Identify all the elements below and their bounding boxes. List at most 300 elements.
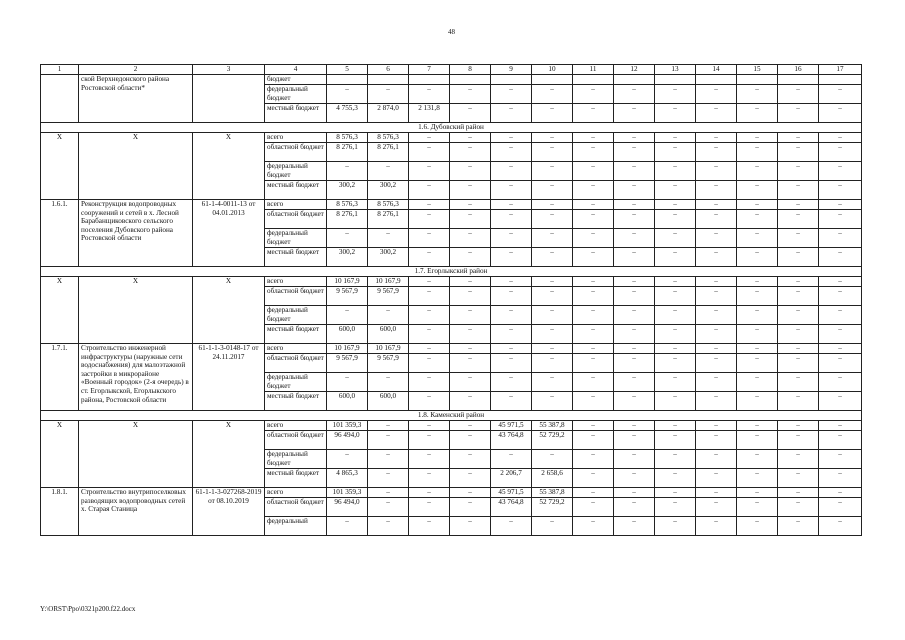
value-cell: – (655, 210, 696, 229)
value-cell: – (491, 325, 532, 344)
value-cell: – (450, 392, 491, 411)
value-cell: – (819, 200, 862, 210)
value-cell: – (409, 469, 450, 488)
value-cell: 8 276,1 (368, 210, 409, 229)
value-cell: – (573, 498, 614, 517)
value-cell (327, 75, 368, 85)
value-cell: – (778, 277, 819, 287)
file-path: Y:\ORST\Ppo\0321p200.f22.docx (40, 605, 136, 613)
value-cell: – (573, 229, 614, 248)
value-cell: – (696, 162, 737, 181)
value-cell: 4 865,3 (327, 469, 368, 488)
value-cell (696, 75, 737, 85)
value-cell: 600,0 (368, 325, 409, 344)
item-number: 1.7.1. (41, 344, 79, 411)
value-cell: – (409, 162, 450, 181)
value-cell: – (696, 306, 737, 325)
value-cell: – (491, 450, 532, 469)
funding-source: всего (265, 133, 327, 143)
value-cell: – (409, 143, 450, 162)
value-cell: – (696, 469, 737, 488)
value-cell: – (614, 306, 655, 325)
value-cell: – (450, 498, 491, 517)
column-header: 5 (327, 65, 368, 75)
value-cell: – (368, 85, 409, 104)
value-cell: – (614, 248, 655, 267)
funding-source: областной бюджет (265, 210, 327, 229)
value-cell: – (450, 421, 491, 431)
column-header: 2 (79, 65, 193, 75)
funding-source: областной бюджет (265, 354, 327, 373)
value-cell: – (614, 162, 655, 181)
value-cell: – (655, 325, 696, 344)
funding-source: местный бюджет (265, 392, 327, 411)
value-cell: – (450, 469, 491, 488)
value-cell: 9 567,9 (368, 287, 409, 306)
value-cell: – (532, 277, 573, 287)
value-cell: – (655, 373, 696, 392)
value-cell: – (491, 277, 532, 287)
value-cell: – (737, 306, 778, 325)
value-cell: – (655, 431, 696, 450)
value-cell: – (409, 200, 450, 210)
value-cell (573, 75, 614, 85)
value-cell: – (450, 85, 491, 104)
value-cell: – (778, 133, 819, 143)
value-cell: – (778, 498, 819, 517)
value-cell: – (778, 143, 819, 162)
value-cell: – (409, 431, 450, 450)
value-cell: – (819, 354, 862, 373)
value-cell (614, 75, 655, 85)
value-cell: – (491, 392, 532, 411)
value-cell: – (778, 162, 819, 181)
value-cell: – (778, 104, 819, 123)
value-cell: – (573, 143, 614, 162)
value-cell: – (737, 229, 778, 248)
value-cell: – (614, 277, 655, 287)
value-cell: – (491, 85, 532, 104)
value-cell: 2 658,6 (532, 469, 573, 488)
value-cell: – (409, 421, 450, 431)
value-cell: – (409, 229, 450, 248)
value-cell: – (655, 306, 696, 325)
value-cell: – (409, 354, 450, 373)
value-cell: – (327, 162, 368, 181)
value-cell: – (696, 85, 737, 104)
value-cell: – (368, 450, 409, 469)
value-cell: – (655, 277, 696, 287)
funding-source: местный бюджет (265, 248, 327, 267)
value-cell: – (614, 469, 655, 488)
funding-source: областной бюджет (265, 143, 327, 162)
value-cell: – (737, 517, 778, 536)
header-row (41, 65, 862, 75)
value-cell: – (819, 85, 862, 104)
value-cell: – (778, 421, 819, 431)
value-cell: – (368, 498, 409, 517)
column-header: 3 (193, 65, 265, 75)
funding-source: местный бюджет (265, 181, 327, 200)
value-cell: – (696, 200, 737, 210)
value-cell: – (614, 344, 655, 354)
value-cell: – (368, 162, 409, 181)
value-cell: – (450, 229, 491, 248)
value-cell: – (696, 517, 737, 536)
value-cell: – (368, 517, 409, 536)
value-cell: 43 764,8 (491, 498, 532, 517)
value-cell: – (327, 229, 368, 248)
funding-source: всего (265, 344, 327, 354)
funding-source: областной бюджет (265, 498, 327, 517)
value-cell: 96 494,0 (327, 498, 368, 517)
table-row (41, 277, 862, 287)
value-cell: – (491, 143, 532, 162)
value-cell: – (573, 344, 614, 354)
item-name: ской Верхнедонского района Ростовской области* (79, 75, 193, 123)
value-cell: – (491, 287, 532, 306)
value-cell: 4 755,3 (327, 104, 368, 123)
value-cell: – (409, 248, 450, 267)
value-cell: – (409, 392, 450, 411)
section-title: 1.7. Егорлыкский район (41, 267, 862, 277)
item-code: 61-1-1-3-0148-17 от 24.11.2017 (193, 344, 265, 411)
value-cell: – (819, 392, 862, 411)
value-cell: 600,0 (327, 392, 368, 411)
value-cell: – (737, 373, 778, 392)
value-cell: 8 576,3 (327, 200, 368, 210)
item-name: Х (79, 277, 193, 344)
value-cell: – (737, 104, 778, 123)
value-cell: – (409, 517, 450, 536)
value-cell: 2 206,7 (491, 469, 532, 488)
value-cell: – (614, 354, 655, 373)
value-cell: – (573, 306, 614, 325)
value-cell: – (737, 133, 778, 143)
value-cell: – (491, 248, 532, 267)
value-cell: 9 567,9 (327, 287, 368, 306)
value-cell: – (573, 133, 614, 143)
value-cell: – (737, 469, 778, 488)
value-cell (737, 75, 778, 85)
value-cell: – (655, 488, 696, 498)
value-cell: – (614, 210, 655, 229)
value-cell: – (409, 287, 450, 306)
value-cell: – (573, 181, 614, 200)
value-cell: – (327, 450, 368, 469)
value-cell: – (532, 306, 573, 325)
value-cell: – (819, 306, 862, 325)
value-cell: – (532, 85, 573, 104)
value-cell: – (819, 143, 862, 162)
value-cell: 43 764,8 (491, 431, 532, 450)
value-cell: – (655, 450, 696, 469)
value-cell: – (409, 85, 450, 104)
value-cell: – (573, 373, 614, 392)
value-cell: – (532, 373, 573, 392)
value-cell: – (532, 181, 573, 200)
value-cell: 8 276,1 (368, 143, 409, 162)
value-cell (819, 75, 862, 85)
value-cell: – (614, 498, 655, 517)
value-cell: 45 971,5 (491, 488, 532, 498)
value-cell: – (491, 354, 532, 373)
funding-source: областной бюджет (265, 431, 327, 450)
value-cell: – (532, 325, 573, 344)
value-cell: – (573, 354, 614, 373)
value-cell: – (696, 143, 737, 162)
section-row (41, 411, 862, 421)
funding-source: местный бюджет (265, 469, 327, 488)
value-cell: – (778, 450, 819, 469)
value-cell: – (655, 392, 696, 411)
column-header: 11 (573, 65, 614, 75)
value-cell: – (696, 248, 737, 267)
value-cell: – (368, 431, 409, 450)
item-name: Х (79, 421, 193, 488)
value-cell: – (409, 181, 450, 200)
value-cell: – (737, 354, 778, 373)
value-cell: 600,0 (327, 325, 368, 344)
section-title: 1.8. Каменский район (41, 411, 862, 421)
funding-source: местный бюджет (265, 325, 327, 344)
value-cell: – (778, 517, 819, 536)
value-cell: 600,0 (368, 392, 409, 411)
value-cell: – (491, 373, 532, 392)
value-cell: 10 167,9 (327, 344, 368, 354)
value-cell: – (450, 344, 491, 354)
column-header: 9 (491, 65, 532, 75)
item-name: Реконструкция водопроводных сооружений и сетей в х. Лесной Барабанщиковского сельского поселения Дубовского района Ростовской области (79, 200, 193, 267)
item-code: 61-1-1-3-027268-2019 от 08.10.2019 (193, 488, 265, 536)
value-cell: 101 359,3 (327, 421, 368, 431)
value-cell: – (614, 133, 655, 143)
item-code: Х (193, 421, 265, 488)
value-cell: – (737, 277, 778, 287)
value-cell: 300,2 (368, 248, 409, 267)
value-cell: – (819, 133, 862, 143)
funding-source: областной бюджет (265, 287, 327, 306)
value-cell: – (491, 104, 532, 123)
value-cell: – (819, 517, 862, 536)
column-header: 16 (778, 65, 819, 75)
funding-source: федеральный бюджет (265, 162, 327, 181)
value-cell: – (532, 210, 573, 229)
value-cell: – (655, 162, 696, 181)
item-code: 61-1-4-0011-13 от 04.01.2013 (193, 200, 265, 267)
value-cell: – (778, 469, 819, 488)
value-cell: – (614, 450, 655, 469)
value-cell: – (778, 373, 819, 392)
value-cell: – (409, 210, 450, 229)
value-cell: – (655, 517, 696, 536)
value-cell: – (737, 325, 778, 344)
value-cell: – (532, 162, 573, 181)
value-cell: – (819, 450, 862, 469)
item-code: Х (193, 133, 265, 200)
value-cell: – (409, 373, 450, 392)
value-cell: – (696, 181, 737, 200)
funding-source: федеральный бюджет (265, 229, 327, 248)
value-cell: – (450, 287, 491, 306)
value-cell: – (573, 325, 614, 344)
value-cell: – (819, 488, 862, 498)
value-cell: 52 729,2 (532, 498, 573, 517)
value-cell: – (573, 517, 614, 536)
value-cell: – (368, 488, 409, 498)
item-number: 1.8.1. (41, 488, 79, 536)
value-cell: – (614, 143, 655, 162)
value-cell: – (327, 517, 368, 536)
funding-source: всего (265, 200, 327, 210)
value-cell: – (778, 306, 819, 325)
value-cell: – (573, 488, 614, 498)
value-cell: – (655, 85, 696, 104)
value-cell: – (655, 248, 696, 267)
column-header: 1 (41, 65, 79, 75)
value-cell: – (819, 498, 862, 517)
value-cell: – (614, 392, 655, 411)
funding-source: федеральный бюджет (265, 85, 327, 104)
value-cell: – (778, 488, 819, 498)
value-cell: – (532, 344, 573, 354)
value-cell: – (819, 210, 862, 229)
value-cell: – (491, 181, 532, 200)
value-cell: – (614, 373, 655, 392)
value-cell: – (450, 306, 491, 325)
section-row (41, 267, 862, 277)
value-cell: – (491, 133, 532, 143)
value-cell: – (532, 229, 573, 248)
value-cell: – (819, 325, 862, 344)
value-cell: – (573, 85, 614, 104)
value-cell (450, 75, 491, 85)
value-cell: – (327, 373, 368, 392)
value-cell: – (573, 248, 614, 267)
value-cell: – (696, 133, 737, 143)
value-cell: 10 167,9 (368, 277, 409, 287)
value-cell: – (573, 162, 614, 181)
value-cell (655, 75, 696, 85)
value-cell: – (696, 450, 737, 469)
value-cell: – (819, 248, 862, 267)
value-cell: – (696, 325, 737, 344)
value-cell: – (778, 85, 819, 104)
value-cell: – (409, 277, 450, 287)
value-cell: – (450, 354, 491, 373)
value-cell: – (450, 181, 491, 200)
value-cell: – (655, 133, 696, 143)
funding-source: федеральный бюджет (265, 306, 327, 325)
value-cell: – (450, 248, 491, 267)
value-cell: – (532, 248, 573, 267)
table-body (41, 65, 862, 536)
value-cell (532, 75, 573, 85)
funding-source: федеральный бюджет (265, 450, 327, 469)
value-cell: – (450, 517, 491, 536)
value-cell: 2 874,0 (368, 104, 409, 123)
value-cell: – (450, 162, 491, 181)
value-cell: – (737, 181, 778, 200)
value-cell: – (737, 421, 778, 431)
value-cell: – (573, 431, 614, 450)
value-cell: 300,2 (368, 181, 409, 200)
value-cell: – (778, 229, 819, 248)
item-number: Х (41, 277, 79, 344)
value-cell: – (655, 344, 696, 354)
value-cell: – (409, 325, 450, 344)
value-cell: – (614, 488, 655, 498)
value-cell: – (819, 277, 862, 287)
value-cell: 8 276,1 (327, 210, 368, 229)
value-cell: – (491, 306, 532, 325)
value-cell: – (737, 248, 778, 267)
value-cell: – (778, 344, 819, 354)
value-cell: – (614, 181, 655, 200)
value-cell: – (573, 392, 614, 411)
item-name: Строительство внутрипоселковых разводящих водопроводных сетей х. Старая Станица (79, 488, 193, 536)
value-cell: – (737, 431, 778, 450)
value-cell: – (737, 344, 778, 354)
value-cell (491, 75, 532, 85)
value-cell: – (696, 277, 737, 287)
table-row (41, 344, 862, 354)
value-cell: – (655, 498, 696, 517)
value-cell: – (573, 200, 614, 210)
value-cell: 45 971,5 (491, 421, 532, 431)
value-cell: – (573, 421, 614, 431)
value-cell: – (368, 373, 409, 392)
value-cell: – (737, 162, 778, 181)
value-cell: 300,2 (327, 181, 368, 200)
value-cell: 8 576,3 (327, 133, 368, 143)
value-cell: 9 567,9 (368, 354, 409, 373)
value-cell: – (450, 373, 491, 392)
value-cell: – (696, 287, 737, 306)
value-cell: – (819, 181, 862, 200)
funding-source: бюджет (265, 75, 327, 85)
column-header: 6 (368, 65, 409, 75)
column-header: 4 (265, 65, 327, 75)
value-cell: – (696, 229, 737, 248)
value-cell (409, 75, 450, 85)
value-cell: 101 359,3 (327, 488, 368, 498)
value-cell: – (819, 373, 862, 392)
value-cell: – (573, 210, 614, 229)
value-cell: 52 729,2 (532, 431, 573, 450)
value-cell: – (819, 162, 862, 181)
value-cell: – (573, 450, 614, 469)
value-cell: – (532, 354, 573, 373)
item-number: 1.6.1. (41, 200, 79, 267)
value-cell: – (696, 344, 737, 354)
value-cell: – (450, 325, 491, 344)
value-cell: 55 387,8 (532, 421, 573, 431)
value-cell: – (614, 517, 655, 536)
column-header: 12 (614, 65, 655, 75)
value-cell: – (491, 210, 532, 229)
value-cell: – (532, 200, 573, 210)
value-cell: – (491, 200, 532, 210)
value-cell: – (368, 229, 409, 248)
value-cell: – (737, 85, 778, 104)
item-name: Строительство инженерной инфраструктуры (наружные сети водоснабжения) для малоэтажной застройки в микрорайоне «Военный городок» (2-я очередь) в ст. Егорлыкской, Егорлыкского района, Ростовской области (79, 344, 193, 411)
value-cell: – (696, 488, 737, 498)
value-cell: – (737, 200, 778, 210)
value-cell: 8 576,3 (368, 200, 409, 210)
value-cell: – (819, 431, 862, 450)
value-cell: – (450, 200, 491, 210)
